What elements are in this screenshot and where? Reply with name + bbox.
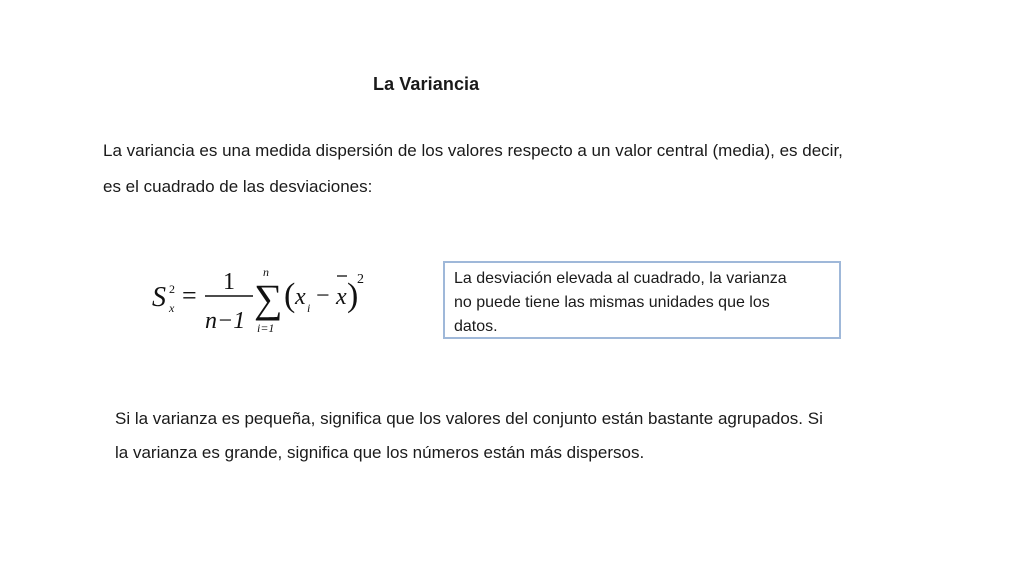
note-line-2: no puede tiene las mismas unidades que los: [454, 294, 770, 311]
variance-formula-svg: [150, 262, 370, 342]
formula-subscript: x: [169, 301, 175, 315]
term-x: x: [295, 284, 306, 310]
open-paren: (: [284, 277, 296, 314]
formula-equals: =: [182, 281, 197, 310]
conclusion-line-1: Si la varianza es pequeña, significa que los valores del conjunto están bastante agrupados. Si: [115, 409, 823, 428]
formula-superscript: 2: [169, 282, 175, 296]
intro-line-1: La variancia es una medida dispersión de los valores respecto a un valor central (media), es decir,: [103, 141, 843, 160]
sum-sign: ∑: [254, 276, 283, 321]
close-paren: ): [347, 277, 359, 314]
sum-lower-limit: i=1: [257, 321, 275, 335]
term-i: i: [307, 301, 311, 315]
sum-upper-limit: n: [263, 265, 269, 279]
minus-sign: −: [316, 283, 330, 309]
formula-denominator: n−1: [205, 308, 246, 334]
intro-paragraph: [103, 133, 893, 205]
conclusion-line-2: la varianza es grande, significa que los números están más dispersos.: [115, 443, 645, 462]
note-line-3: datos.: [454, 318, 498, 335]
intro-line-2: es el cuadrado de las desviaciones:: [103, 177, 373, 196]
slide-title: La Variancia: [373, 74, 480, 94]
conclusion-paragraph: [115, 402, 895, 470]
mean-x: x: [336, 284, 347, 310]
formula-numerator: 1: [223, 269, 235, 295]
note-line-1: La desviación elevada al cuadrado, la varianza: [454, 270, 787, 287]
note-box: [443, 261, 841, 339]
variance-formula: [150, 262, 370, 342]
outer-exponent: 2: [357, 272, 364, 287]
formula-symbol: S: [152, 282, 166, 313]
